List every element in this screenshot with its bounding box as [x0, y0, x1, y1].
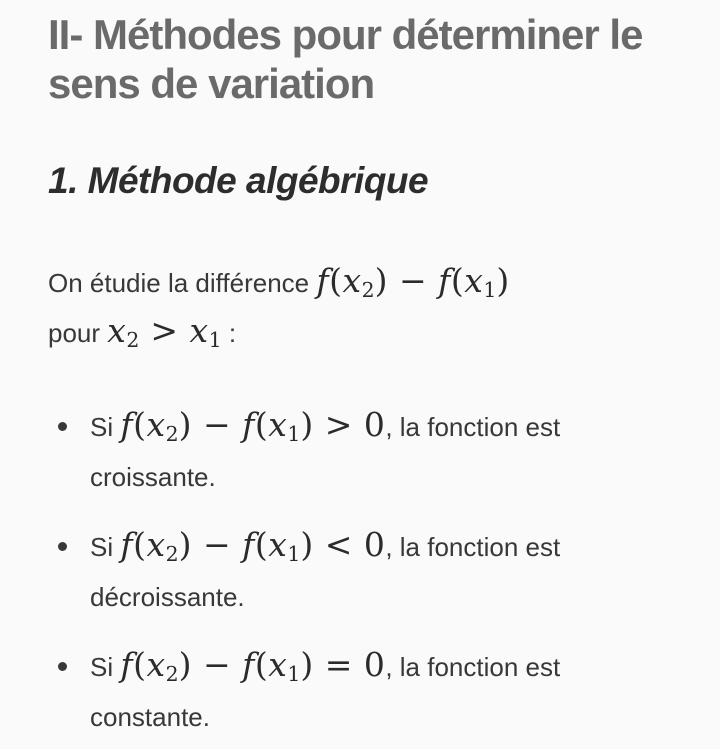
bullet-math: $f(x_2) - f(x_1) < 0$ [120, 525, 386, 567]
bullet-line2: croissante. [90, 462, 216, 492]
list-item [48, 642, 672, 742]
bullet-dot-icon [58, 422, 67, 431]
bullet-dot-icon [58, 662, 67, 671]
bullet-line2: constante. [90, 702, 210, 732]
intro-text-line2: pour [48, 318, 108, 348]
intro-text-line2-end: : [221, 318, 237, 348]
list-item [48, 402, 672, 502]
subsection-title: 1. Méthode algébrique [48, 160, 429, 201]
bullet-prefix: Si [90, 652, 121, 682]
bullet-list [48, 402, 672, 742]
bullet-line2: décroissante. [90, 582, 245, 612]
bullet-suffix: , la fonction est [385, 412, 561, 442]
intro-paragraph [48, 258, 672, 358]
intro-math-line2: $x_2 > x_1$ [107, 311, 222, 353]
bullet-suffix: , la fonction est [385, 532, 561, 562]
list-item [48, 522, 672, 622]
bullet-math: $f(x_2) - f(x_1) > 0$ [120, 405, 386, 447]
intro-math-line1: $f(x_2) - f(x_1)$ [316, 261, 510, 303]
bullet-math: $f(x_2) - f(x_1) = 0$ [120, 645, 386, 687]
bullet-prefix: Si [90, 412, 121, 442]
bullet-dot-icon [58, 542, 67, 551]
section-title: II- Méthodes pour déterminer le sens de variation [48, 11, 643, 107]
bullet-prefix: Si [90, 532, 121, 562]
bullet-suffix: , la fonction est [385, 652, 561, 682]
intro-text-line1: On étudie la différence [48, 268, 317, 298]
